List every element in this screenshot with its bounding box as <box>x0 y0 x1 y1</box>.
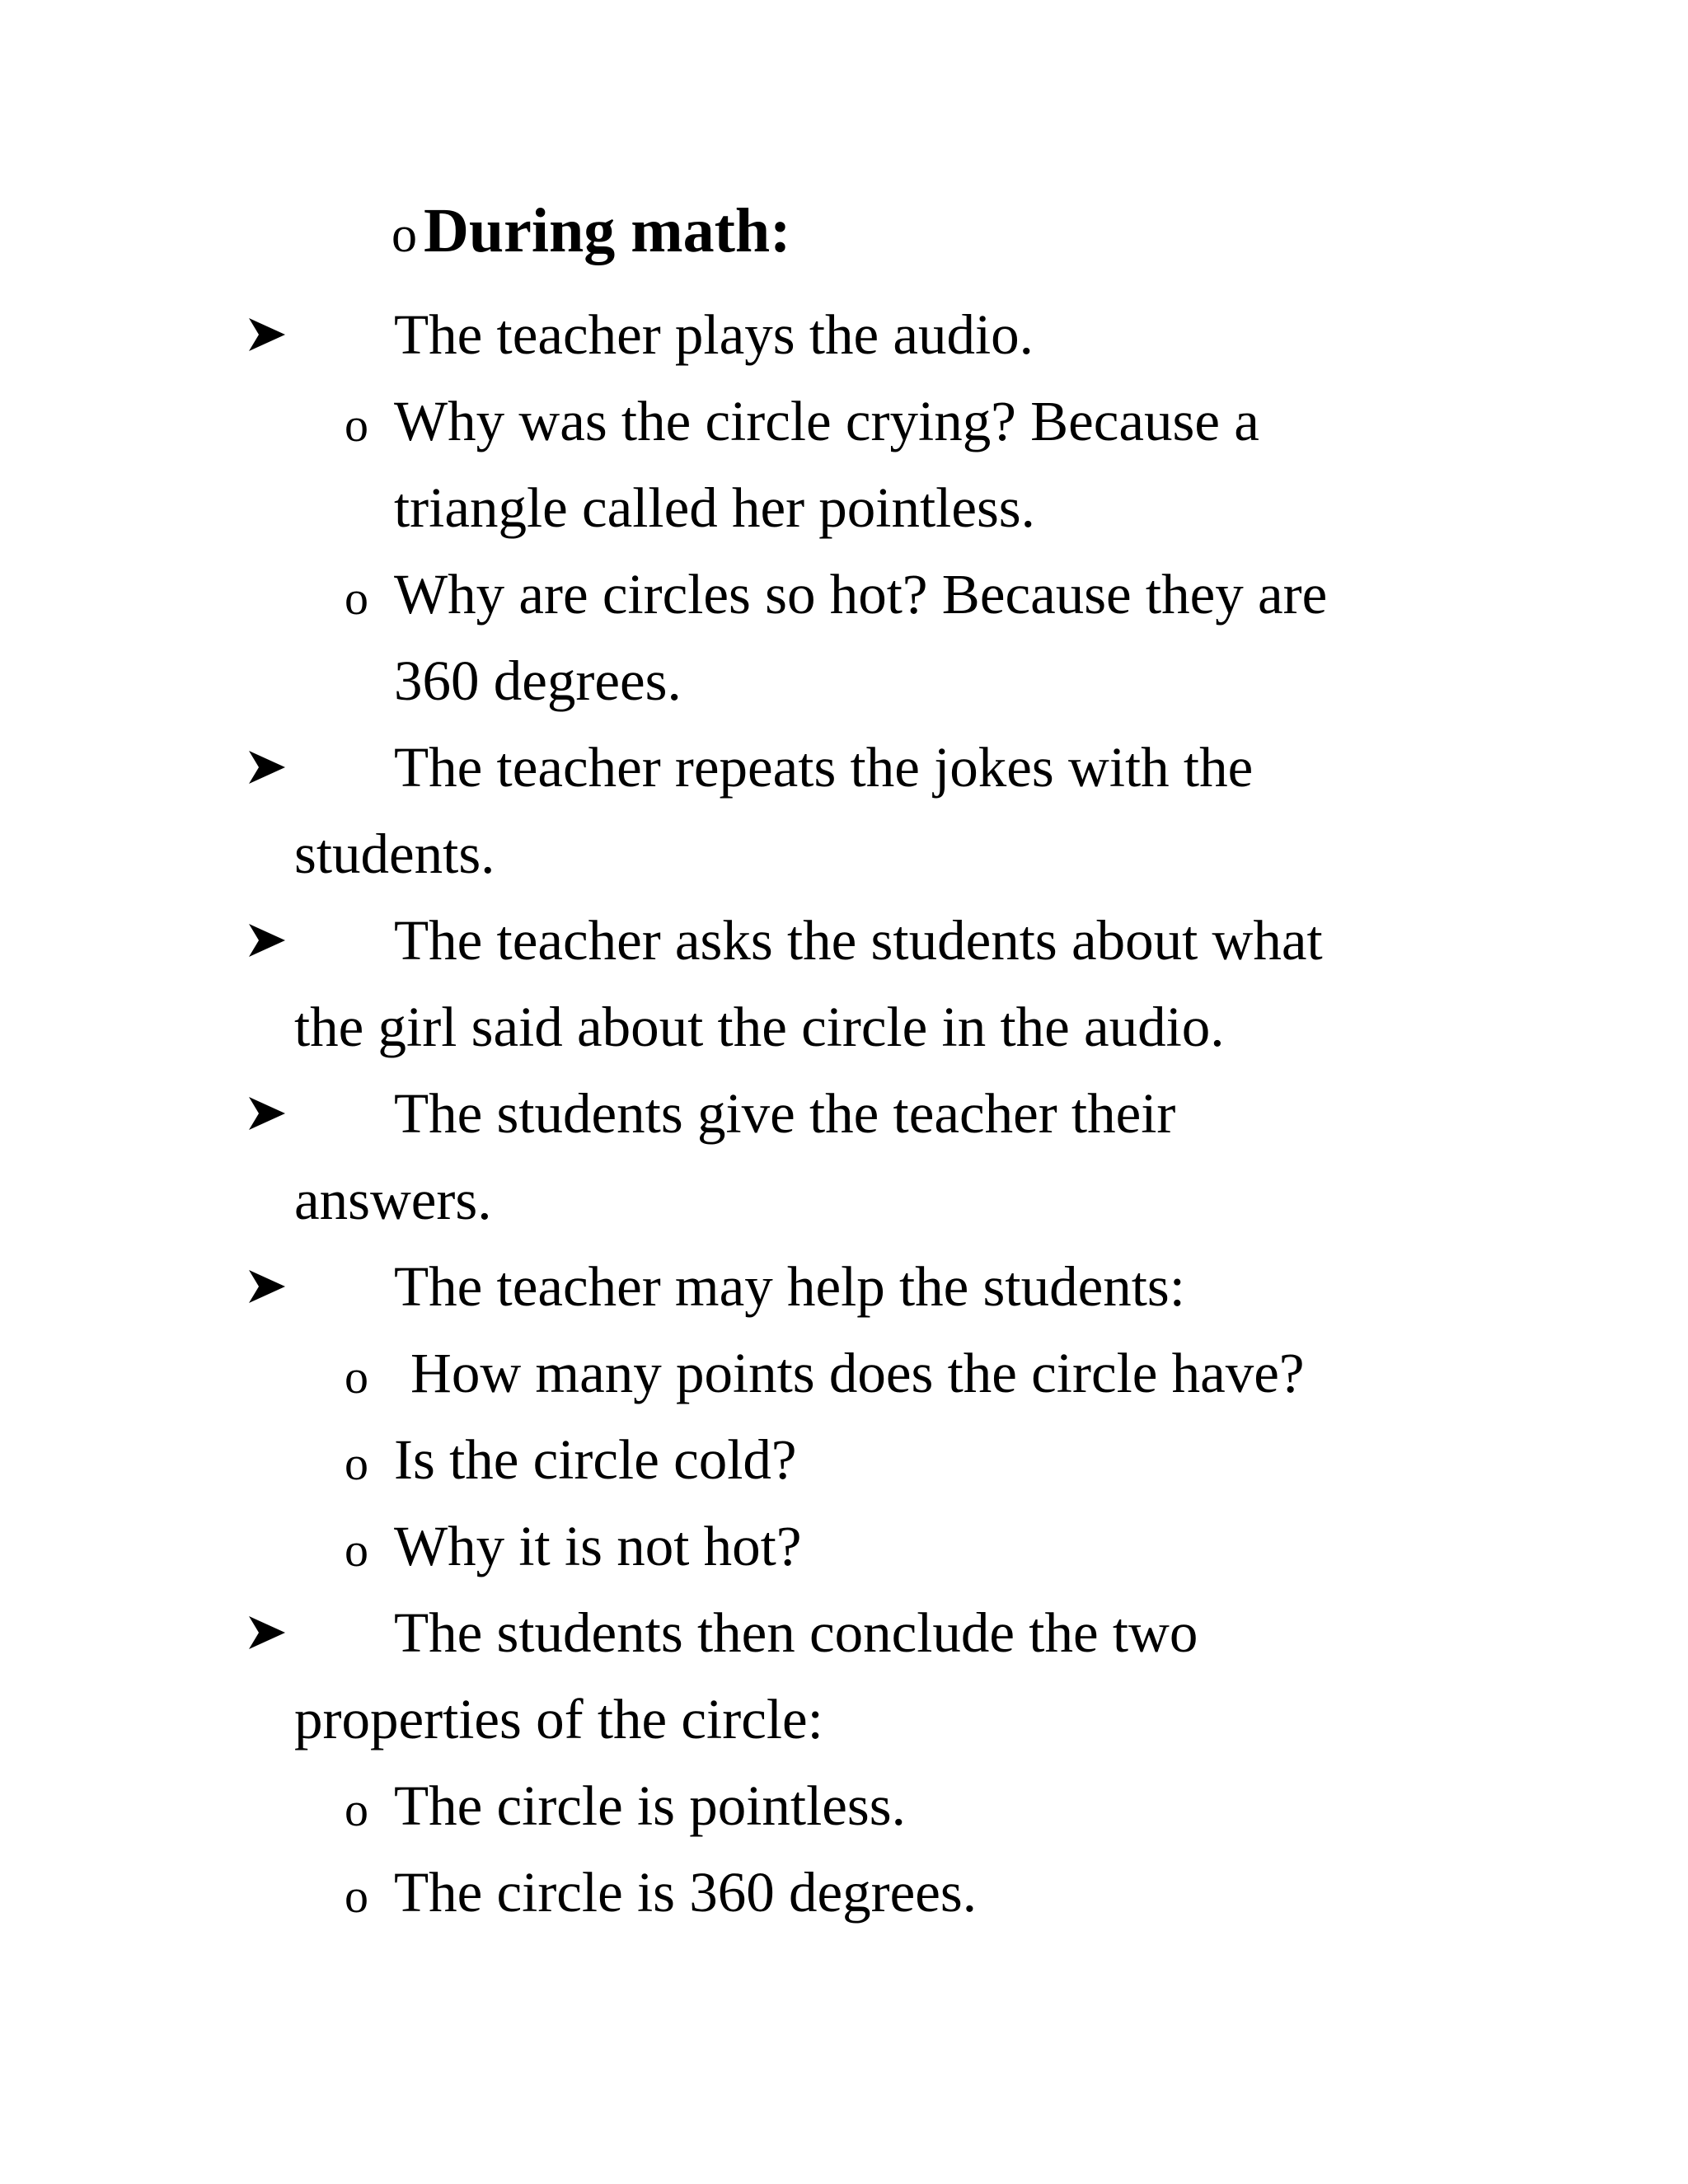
sub-bullet-icon: o <box>345 1350 368 1404</box>
section-heading <box>392 196 791 265</box>
bullet-text-line: The students give the teacher their <box>394 1082 1176 1145</box>
arrow-bullet-icon <box>247 749 287 785</box>
sub-bullet-icon: o <box>345 571 368 625</box>
arrow-bullet-icon <box>247 1268 287 1305</box>
sub-bullet-text-line: How many points does the circle have? <box>410 1342 1305 1404</box>
sub-bullet-icon: o <box>345 1523 368 1577</box>
bullet-text-line: properties of the circle: <box>294 1688 823 1750</box>
bullet-text-line: The teacher repeats the jokes with the <box>394 736 1254 799</box>
bullet-text-line: The students then conclude the two <box>394 1601 1198 1664</box>
bullet-text-line: students. <box>294 823 495 885</box>
sub-bullet-icon: o <box>345 1783 368 1836</box>
sub-bullet-text-line: Why was the circle crying? Because a <box>394 390 1259 452</box>
arrow-bullet-icon <box>247 316 287 353</box>
arrow-bullet-icon <box>247 1615 287 1651</box>
sub-bullet-text-line: 360 degrees. <box>394 649 682 712</box>
bullet-text-line: the girl said about the circle in the audio. <box>294 996 1225 1058</box>
bullet-text-line: The teacher plays the audio. <box>394 303 1034 366</box>
arrow-bullet-icon <box>247 1095 287 1132</box>
sub-bullet-text-line: The circle is pointless. <box>394 1774 906 1837</box>
heading-bullet: o <box>392 207 417 263</box>
sub-bullet-text-line: The circle is 360 degrees. <box>394 1861 977 1924</box>
sub-bullet-text-line: Why are circles so hot? Because they are <box>394 563 1328 626</box>
sub-bullet-icon: o <box>345 1436 368 1490</box>
bullet-text-line: The teacher asks the students about what <box>394 909 1323 972</box>
sub-bullet-text-line: triangle called her pointless. <box>394 476 1035 539</box>
sub-bullet-icon: o <box>345 398 368 452</box>
sub-bullet-text-line: Is the circle cold? <box>394 1428 797 1491</box>
sub-bullet-icon: o <box>345 1869 368 1923</box>
bullet-text-line: answers. <box>294 1169 492 1231</box>
sub-bullet-text-line: Why it is not hot? <box>394 1515 802 1577</box>
heading-text: During math: <box>424 196 791 265</box>
arrow-bullet-icon <box>247 922 287 958</box>
bullet-text-line: The teacher may help the students: <box>394 1255 1185 1318</box>
